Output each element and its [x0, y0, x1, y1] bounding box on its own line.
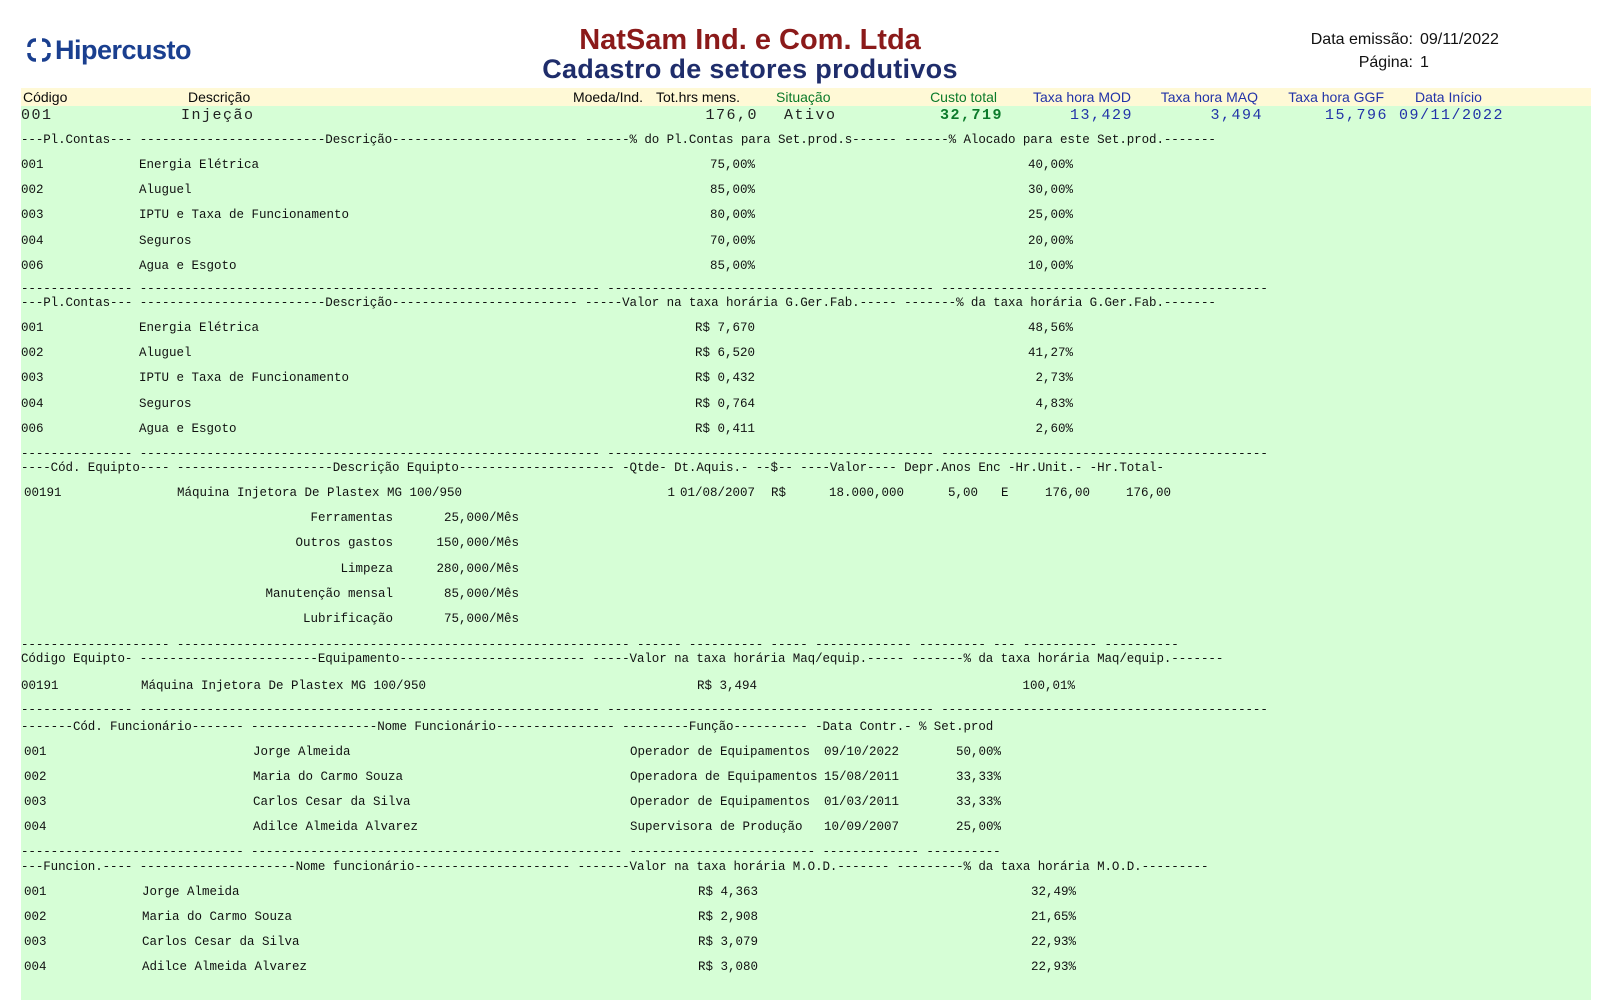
sec4-row-cod: 00191 [21, 679, 59, 693]
section-header-maq: Código Equipto- ------------------------Equipamento------------------------- -----Valor na taxa horária Maq/equip.----- -------% da taxa horária Maq/equip.------- [21, 652, 1224, 666]
sec2-row-pct: 41,27% [1027, 346, 1073, 360]
page-label: Página: [1358, 54, 1413, 71]
sec2-row-desc: Seguros [139, 397, 192, 411]
sec6-row-cod: 002 [24, 910, 47, 924]
sec4-row-valor: R$ 3,494 [697, 679, 758, 693]
sec5-row-data: 15/08/2011 [824, 770, 900, 784]
col-header-ggf: Taxa hora GGF [1288, 89, 1384, 105]
equip-enc: E [1001, 486, 1009, 500]
sec2-row-valor: R$ 0,411 [694, 422, 755, 436]
sec1-row-cod: 006 [21, 259, 44, 273]
equip-codigo: 00191 [24, 486, 62, 500]
expense-value: 75,000/Mês [443, 612, 519, 626]
section-separator: ------------------------------ -------------------------------------------------- ------------------------- ------------- ---------- [21, 845, 1001, 859]
sec5-row-pct: 25,00% [955, 820, 1001, 834]
sec1-row-desc: Seguros [139, 234, 192, 248]
section-header-rateio: ---Pl.Contas--- -------------------------Descrição------------------------- ------% do Pl.Contas para Set.prod.s------ ------% Alocado para este Set.prod.------- [21, 133, 1216, 147]
sec5-row-cod: 003 [24, 795, 47, 809]
sec1-row-pct: 80,00% [709, 208, 755, 222]
sec2-row-cod: 004 [21, 397, 44, 411]
sec2-row-desc: Agua e Esgoto [139, 422, 237, 436]
sec2-row-pct: 2,73% [1035, 371, 1073, 385]
sec5-row-nome: Carlos Cesar da Silva [253, 795, 411, 809]
company-name: NatSam Ind. e Com. Ltda [579, 24, 921, 56]
sec5-row-funcao: Supervisora de Produção [630, 820, 803, 834]
expense-value: 25,000/Mês [443, 511, 519, 525]
sec5-row-cod: 004 [24, 820, 47, 834]
sec1-row-pct: 75,00% [709, 158, 755, 172]
sec2-row-cod: 001 [21, 321, 44, 335]
sec6-row-nome: Adilce Almeida Alvarez [142, 960, 308, 974]
report-title: Cadastro de setores produtivos [542, 54, 958, 84]
sec6-row-pct: 22,93% [1030, 960, 1076, 974]
expense-value: 280,000/Mês [436, 562, 519, 576]
sec2-row-desc: Energia Elétrica [139, 321, 260, 335]
sec1-row-pct: 70,00% [709, 234, 755, 248]
section-separator: --------------- -------------------------------------------------------------- -------------------------------------------- -------------------------------------------- [21, 703, 1268, 717]
expense-value: 85,000/Mês [443, 587, 519, 601]
col-header-tothrs: Tot.hrs mens. [656, 89, 741, 105]
sec2-row-valor: R$ 7,670 [694, 321, 755, 335]
section-header-mod: ---Funcion.---- ---------------------Nome funcionário--------------------- -------Valor na taxa horária M.O.D.------- ---------% da taxa horária M.O.D.--------- [21, 860, 1209, 874]
sec5-row-cod: 001 [24, 745, 47, 759]
emission-date-label: Data emissão: [1310, 31, 1413, 48]
sec6-row-nome: Carlos Cesar da Silva [142, 935, 300, 949]
section-separator: --------------- -------------------------------------------------------------- -------------------------------------------- -------------------------------------------- [21, 282, 1268, 296]
sec6-row-valor: R$ 3,080 [697, 960, 758, 974]
equip-valor: 18.000,000 [828, 486, 904, 500]
sec1-row-desc: Aluguel [139, 183, 192, 197]
sec1-row-cod: 001 [21, 158, 44, 172]
sec1-row-aloc: 20,00% [1027, 234, 1073, 248]
col-header-inicio: Data Início [1415, 89, 1482, 105]
sec6-row-cod: 001 [24, 885, 47, 899]
sec2-row-pct: 4,83% [1035, 397, 1073, 411]
setor-taxa-ggf: 15,796 [1324, 107, 1388, 124]
col-header-codigo: Código [23, 89, 68, 105]
setor-custo-total: 32,719 [939, 107, 1003, 124]
setor-data-inicio: 09/11/2022 [1399, 107, 1505, 124]
sec4-row-desc: Máquina Injetora De Plastex MG 100/950 [141, 679, 427, 693]
sec4-row-pct: 100,01% [1022, 679, 1075, 693]
sec6-row-cod: 004 [24, 960, 47, 974]
sec5-row-cod: 002 [24, 770, 47, 784]
sec2-row-pct: 48,56% [1027, 321, 1073, 335]
emission-date-value: 09/11/2022 [1420, 31, 1499, 48]
sec5-row-nome: Adilce Almeida Alvarez [253, 820, 419, 834]
equip-depr-anos: 5,00 [947, 486, 978, 500]
sec6-row-valor: R$ 4,363 [697, 885, 758, 899]
sec2-row-pct: 2,60% [1035, 422, 1073, 436]
sec5-row-data: 09/10/2022 [824, 745, 900, 759]
sec6-row-valor: R$ 2,908 [697, 910, 758, 924]
sec2-row-cod: 006 [21, 422, 44, 436]
sec1-row-desc: IPTU e Taxa de Funcionamento [139, 208, 350, 222]
col-header-descricao: Descrição [188, 89, 251, 105]
section-separator: -------------------- ------------------------------------------------------------- ------ ---------- ----- ------------- --------- --- ---------- ---------- [21, 638, 1179, 652]
sec1-row-aloc: 40,00% [1027, 158, 1073, 172]
sec2-row-valor: R$ 0,764 [694, 397, 755, 411]
sec5-row-funcao: Operadora de Equipamentos [630, 770, 818, 784]
sec2-row-cod: 002 [21, 346, 44, 360]
sec1-row-aloc: 25,00% [1027, 208, 1073, 222]
setor-taxa-maq: 3,494 [1210, 107, 1263, 124]
sec1-row-cod: 002 [21, 183, 44, 197]
sec2-row-valor: R$ 0,432 [694, 371, 755, 385]
sec6-row-pct: 22,93% [1030, 935, 1076, 949]
equip-hr-total: 176,00 [1125, 486, 1171, 500]
sec2-row-cod: 003 [21, 371, 44, 385]
sec1-row-cod: 004 [21, 234, 44, 248]
logo-text: Hipercusto [55, 34, 192, 65]
sec5-row-nome: Jorge Almeida [253, 745, 351, 759]
expense-label: Lubrificação [302, 612, 393, 626]
expense-label: Manutenção mensal [265, 587, 393, 601]
sec5-row-pct: 33,33% [955, 770, 1001, 784]
col-header-mod: Taxa hora MOD [1032, 89, 1131, 105]
sec2-row-desc: IPTU e Taxa de Funcionamento [139, 371, 350, 385]
equip-descricao: Máquina Injetora De Plastex MG 100/950 [177, 486, 463, 500]
setor-taxa-mod: 13,429 [1069, 107, 1133, 124]
col-header-moeda: Moeda/Ind. [572, 89, 643, 105]
setor-tothrs: 176,0 [705, 107, 758, 124]
sec1-row-aloc: 30,00% [1027, 183, 1073, 197]
sec6-row-cod: 003 [24, 935, 47, 949]
section-header-ggf: ---Pl.Contas--- -------------------------Descrição------------------------- -----Valor na taxa horária G.Ger.Fab.----- -------% da taxa horária G.Ger.Fab.------- [21, 296, 1216, 310]
sec1-row-aloc: 10,00% [1027, 259, 1073, 273]
section-header-equipamentos: ----Cód. Equipto---- ---------------------Descrição Equipto--------------------- -Qtde- Dt.Aquis.- --$-- ----Valor---- Depr.Anos Enc -Hr.Unit.- -Hr.Total- [21, 461, 1164, 475]
sec1-row-desc: Agua e Esgoto [139, 259, 237, 273]
sec1-row-pct: 85,00% [709, 259, 755, 273]
sec5-row-data: 10/09/2007 [824, 820, 900, 834]
sec1-row-pct: 85,00% [709, 183, 755, 197]
expense-value: 150,000/Mês [436, 536, 519, 550]
sec6-row-nome: Jorge Almeida [142, 885, 240, 899]
equip-qtde: 1 [667, 486, 675, 500]
sec6-row-pct: 32,49% [1030, 885, 1076, 899]
setor-codigo: 001 [21, 107, 53, 124]
expense-label: Limpeza [340, 562, 393, 576]
sec5-row-pct: 33,33% [955, 795, 1001, 809]
expense-label: Outros gastos [295, 536, 393, 550]
sec6-row-pct: 21,65% [1030, 910, 1076, 924]
sec1-row-desc: Energia Elétrica [139, 158, 260, 172]
section-separator: --------------- -------------------------------------------------------------- -------------------------------------------- -------------------------------------------- [21, 447, 1268, 461]
sec5-row-pct: 50,00% [955, 745, 1001, 759]
equip-hr-unit: 176,00 [1044, 486, 1090, 500]
page-value: 1 [1420, 54, 1429, 71]
expense-label: Ferramentas [310, 511, 393, 525]
setor-descricao: Injeção [181, 107, 255, 124]
equip-moeda: R$ [771, 486, 787, 500]
equip-dt-aquis: 01/08/2007 [680, 486, 756, 500]
col-header-maq: Taxa hora MAQ [1160, 89, 1258, 105]
sec5-row-data: 01/03/2011 [824, 795, 900, 809]
sec2-row-desc: Aluguel [139, 346, 192, 360]
sec5-row-nome: Maria do Carmo Souza [253, 770, 404, 784]
col-header-situacao: Situação [776, 89, 831, 105]
sec6-row-nome: Maria do Carmo Souza [142, 910, 293, 924]
sec1-row-cod: 003 [21, 208, 44, 222]
sec5-row-funcao: Operador de Equipamentos [630, 795, 811, 809]
sec2-row-valor: R$ 6,520 [694, 346, 755, 360]
setor-situacao: Ativo [784, 107, 837, 124]
sec6-row-valor: R$ 3,079 [697, 935, 758, 949]
section-header-funcionarios: -------Cód. Funcionário------- -----------------Nome Funcionário---------------- ---------Função---------- -Data Contr.- % Set.prod [21, 720, 994, 734]
sec5-row-funcao: Operador de Equipamentos [630, 745, 811, 759]
col-header-custo: Custo total [930, 89, 997, 105]
